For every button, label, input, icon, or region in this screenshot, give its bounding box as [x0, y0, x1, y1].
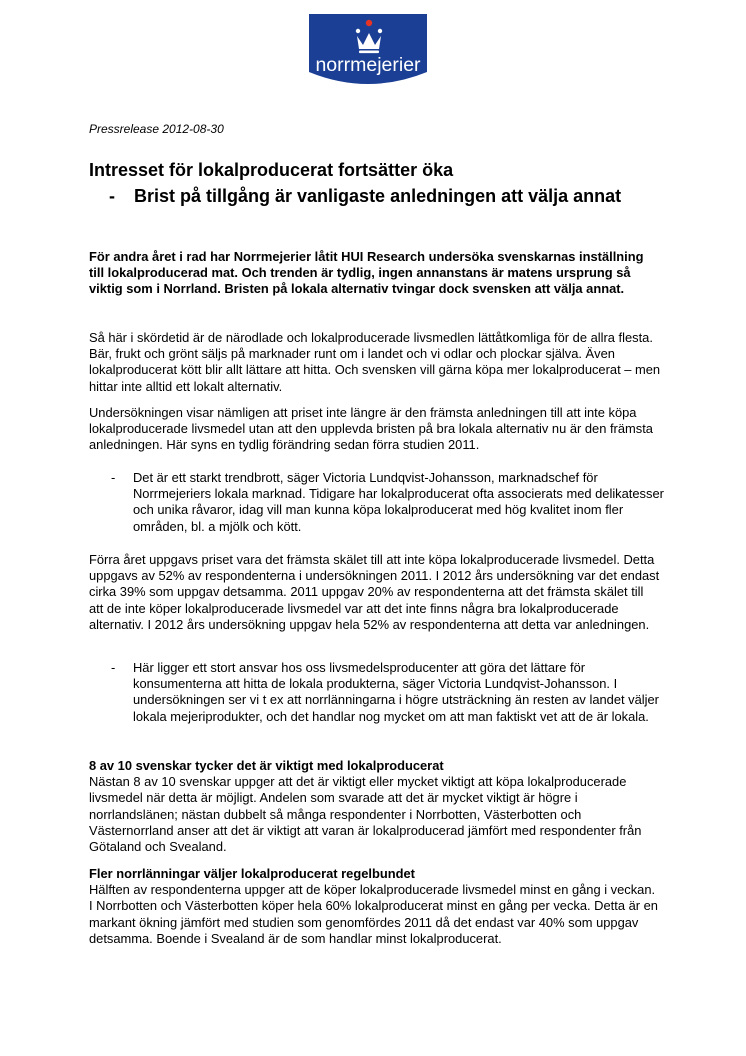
body-paragraph-2: Undersökningen visar nämligen att priset inte längre är den främsta anledningen till att inte köpa lokalproducerade livsmedel utan att den upplevda bristen på bra lokala alternativ nu är den främsta anledningen. Här syns en tydlig förändring sedan förra studien 2011. [89, 405, 653, 453]
press-release-date: Pressrelease 2012-08-30 [89, 122, 224, 136]
norrmejerier-logo [305, 14, 431, 89]
svg-text:norrmejerier: norrmejerier [315, 54, 421, 76]
quote-text-2: Här ligger ett stort ansvar hos oss livsmedelsproducenter att göra det lättare för konsumenterna att hitta de lokala produkterna, säger Victoria Lundqvist-Johansson. I undersökningen ser vi t ex att norrlänningarna i högre utsträckning än resten av landet väljer lokala mejeriprodukter, och det handlar nog mycket om att man faktiskt vet att de är lokala. [133, 660, 659, 724]
section-heading-2: Fler norrlänningar väljer lokalproducerat regelbundet [89, 866, 415, 881]
subheadline: Brist på tillgång är vanligaste anledningen att välja annat [134, 186, 622, 206]
body-paragraph-1: Så här i skördetid är de närodlade och lokalproducerade livsmedlen lättåtkomliga för de allra flesta. Bär, frukt och grönt säljs på marknader runt om i landet och vi odlar och plockar själva. Även lokalproducerat kött blir allt lättare att hitta. Och svensken vill gärna köpa mer lokalproducerat – men hittar inte alltid ett lokalt alternativ. [89, 330, 661, 394]
body-paragraph-3: Förra året uppgavs priset vara det främsta skälet till att inte köpa lokalproducerade livsmedel. Detta uppgavs av 52% av respondenterna i undersökningen 2011. I 2012 års undersökning var det endast cirka 39% som uppgav detsamma. 2011 uppgav 20% av respondenterna att det främsta skälet till att de inte köper lokalproducerade livsmedel var att det inte finns några bra lokalproducerade alternativ. I 2012 års undersökning uppgav hela 52% av respondenterna att detta var anledningen. [89, 552, 660, 632]
lead-paragraph: För andra året i rad har Norrmejerier låtit HUI Research undersöka svenskarnas inställning till lokalproducerad mat. Och trenden är tydlig, ingen annanstans är matens ursprung så viktig som i Norrland. Bristen på lokala alternativ tvingar dock svensken att välja annat. [89, 249, 644, 297]
section-text-1: Nästan 8 av 10 svenskar uppger att det är viktigt eller mycket viktigt att köpa lokalproducerade livsmedel när detta är möjligt. Andelen som svarade att det är mycket viktigt är högre i norrlandslänen; nästan dubbelt så många respondenter i Norrbotten, Västerbotten och Västernorrland anser att det är viktigt att varan är lokalproducerad jämfört med respondenter från Götaland och Svealand. [89, 774, 642, 855]
subtitle-dash: - [109, 186, 115, 206]
headline: Intresset för lokalproducerat fortsätter öka [89, 160, 454, 180]
quote-text-1: Det är ett starkt trendbrott, säger Victoria Lundqvist-Johansson, marknadschef för Norrmejeriers lokala marknad. Tidigare har lokalproducerat ofta associerats med delikatesser och unika råvaror, idag vill man kunna köpa lokalproducerat med hög kvalitet inom fler områden, bl. a mjölk och kött. [133, 470, 664, 534]
quote-bullet-1: - Det är ett starkt trendbrott, säger Victoria Lundqvist-Johansson, marknadschef för Norrmejeriers lokala marknad. Tidigare har lokalproducerat ofta associerats med delikatesser och unika råvaror, idag vill man kunna köpa lokalproducerat med hög kvalitet inom fler områden, bl. a mjölk och kött. [111, 470, 666, 535]
quote-bullet-2: - Här ligger ett stort ansvar hos oss livsmedelsproducenter att göra det lättare för konsumenterna att hitta de lokala produkterna, säger Victoria Lundqvist-Johansson. I undersökningen ser vi t ex att norrlänningarna i högre utsträckning än resten av landet väljer lokala mejeriprodukter, och det handlar nog mycket om att man faktiskt vet att de är lokala. [111, 660, 666, 725]
section-heading-1: 8 av 10 svenskar tycker det är viktigt med lokalproducerat [89, 758, 444, 773]
section-text-2: Hälften av respondenterna uppger att de köper lokalproducerade livsmedel minst en gång i veckan. I Norrbotten och Västerbotten köper hela 60% lokalproducerat minst en gång per vecka. Detta är en markant ökning jämfört med studien som genomfördes 2011 då det endast var 40% som uppgav detsamma. Boende i Svealand är de som handlar minst lokalproducerat. [89, 882, 658, 946]
